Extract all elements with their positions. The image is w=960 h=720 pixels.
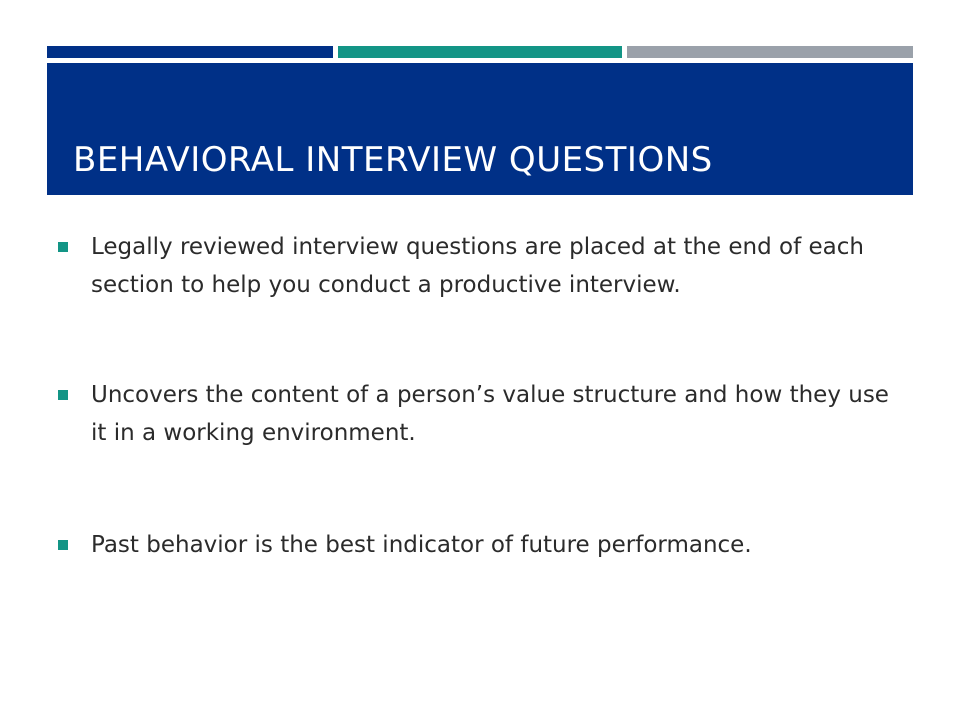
bullet-text: Legally reviewed interview questions are placed at the end of each section to help you conduct a productive interview. [91,234,864,298]
accent-bar-gray [627,46,913,58]
square-bullet-icon [58,540,68,550]
title-band [47,63,913,195]
bullet-text: Uncovers the content of a person’s value structure and how they use it in a working environment. [91,382,889,446]
accent-bar-teal [338,46,622,58]
slide-title: BEHAVIORAL INTERVIEW QUESTIONS [73,140,713,180]
square-bullet-icon [58,390,68,400]
bullet-item [58,376,898,452]
square-bullet-icon [58,242,68,252]
accent-bar-blue [47,46,333,58]
bullet-text: Past behavior is the best indicator of future performance. [91,532,752,558]
bullet-item [58,228,898,304]
bullet-item [58,526,898,564]
